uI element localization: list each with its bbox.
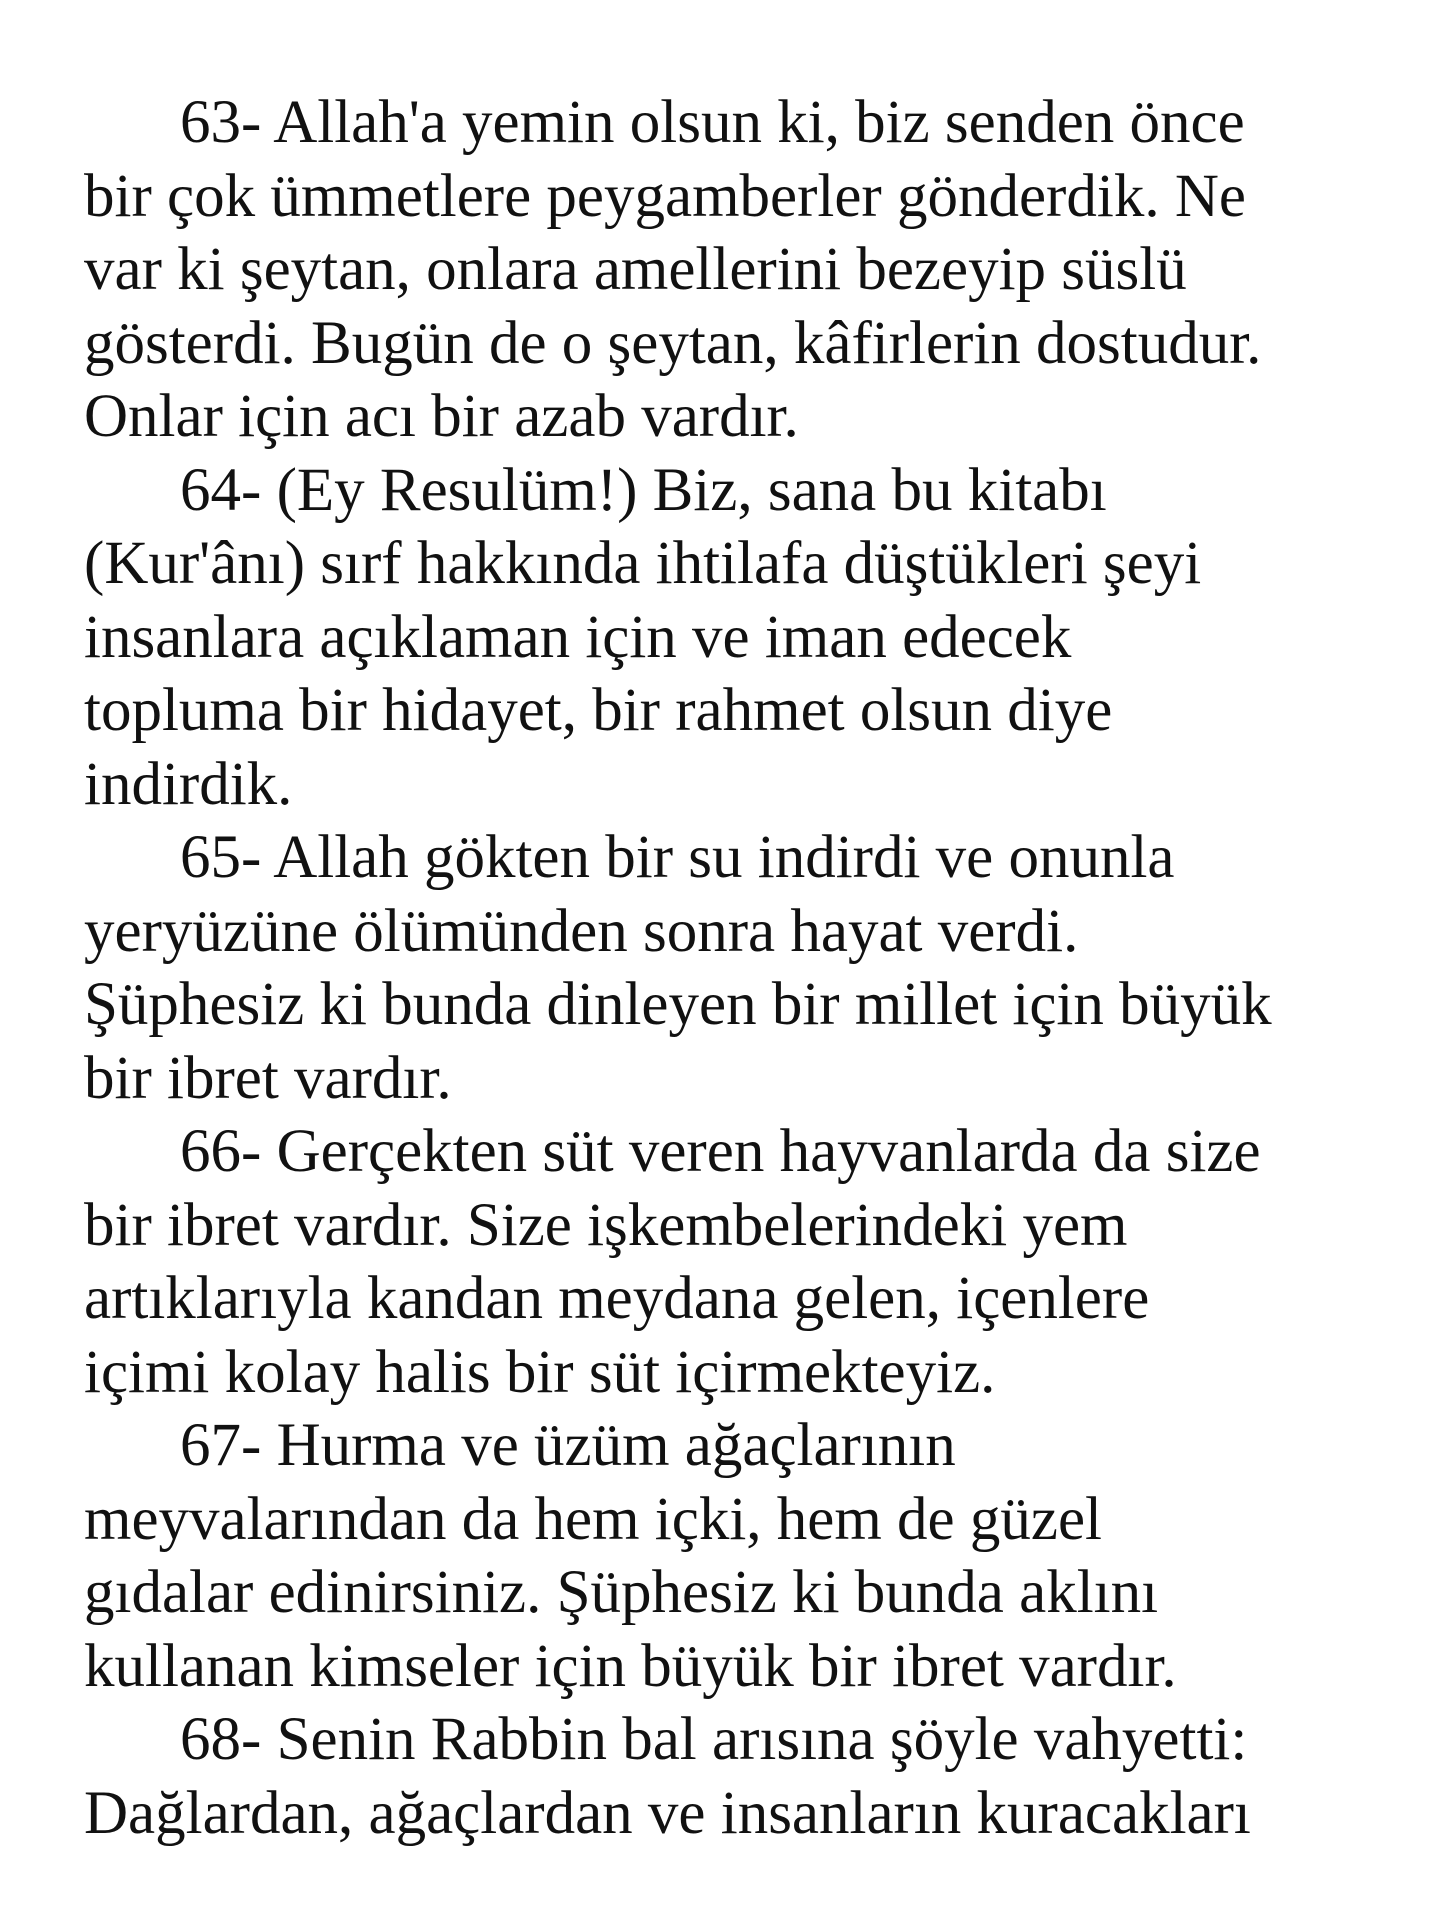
verse-66 — [84, 1115, 1384, 1409]
verse-line: bir ibret vardır. Size işkembelerindeki yem — [84, 1191, 1128, 1259]
verse-67 — [84, 1409, 1384, 1703]
verse-line: 67- Hurma ve üzüm ağaçlarının — [180, 1412, 956, 1479]
verse-line: Şüphesiz ki bunda dinleyen bir millet için büyük — [84, 971, 1272, 1038]
verse-line: Dağlardan, ağaçlardan ve insanların kuracakları — [84, 1779, 1251, 1847]
verse-line: 66- Gerçekten süt veren hayvanlarda da size — [180, 1118, 1261, 1185]
verse-64 — [84, 454, 1384, 822]
verse-65 — [84, 821, 1384, 1115]
verse-line: meyvalarından da hem içki, hem de güzel — [84, 1485, 1102, 1553]
verse-line: bir çok ümmetlere peygamberler gönderdik. Ne — [84, 162, 1246, 230]
verse-line: kullanan kimseler için büyük bir ibret vardır. — [84, 1632, 1177, 1700]
verse-line: 63- Allah'a yemin olsun ki, biz senden önce — [180, 89, 1245, 156]
verse-63 — [84, 86, 1384, 454]
verse-line: bir ibret vardır. — [84, 1044, 452, 1112]
verse-line: 68- Senin Rabbin bal arısına şöyle vahyetti: — [180, 1706, 1248, 1773]
document-page — [84, 86, 1384, 1850]
verse-line: indirdik. — [84, 750, 293, 818]
verse-line: içimi kolay halis bir süt içirmekteyiz. — [84, 1338, 996, 1406]
verse-line: 65- Allah gökten bir su indirdi ve onunla — [180, 824, 1175, 891]
verse-line: topluma bir hidayet, bir rahmet olsun diye — [84, 677, 1113, 744]
verse-line: gösterdi. Bugün de o şeytan, kâfirlerin dostudur. — [84, 309, 1262, 377]
verse-line: Onlar için acı bir azab vardır. — [84, 383, 799, 450]
verse-68 — [84, 1703, 1384, 1850]
verse-line: insanlara açıklaman için ve iman edecek — [84, 603, 1072, 671]
verse-line: 64- (Ey Resulüm!) Biz, sana bu kitabı — [180, 456, 1107, 524]
verse-line: yeryüzüne ölümünden sonra hayat verdi. — [84, 897, 1079, 965]
verse-line: (Kur'ânı) sırf hakkında ihtilafa düştükleri şeyi — [84, 530, 1202, 597]
verse-line: gıdalar edinirsiniz. Şüphesiz ki bunda aklını — [84, 1559, 1159, 1626]
verse-line: var ki şeytan, onlara amellerini bezeyip süslü — [84, 236, 1187, 303]
verse-line: artıklarıyla kandan meydana gelen, içenlere — [84, 1265, 1150, 1332]
